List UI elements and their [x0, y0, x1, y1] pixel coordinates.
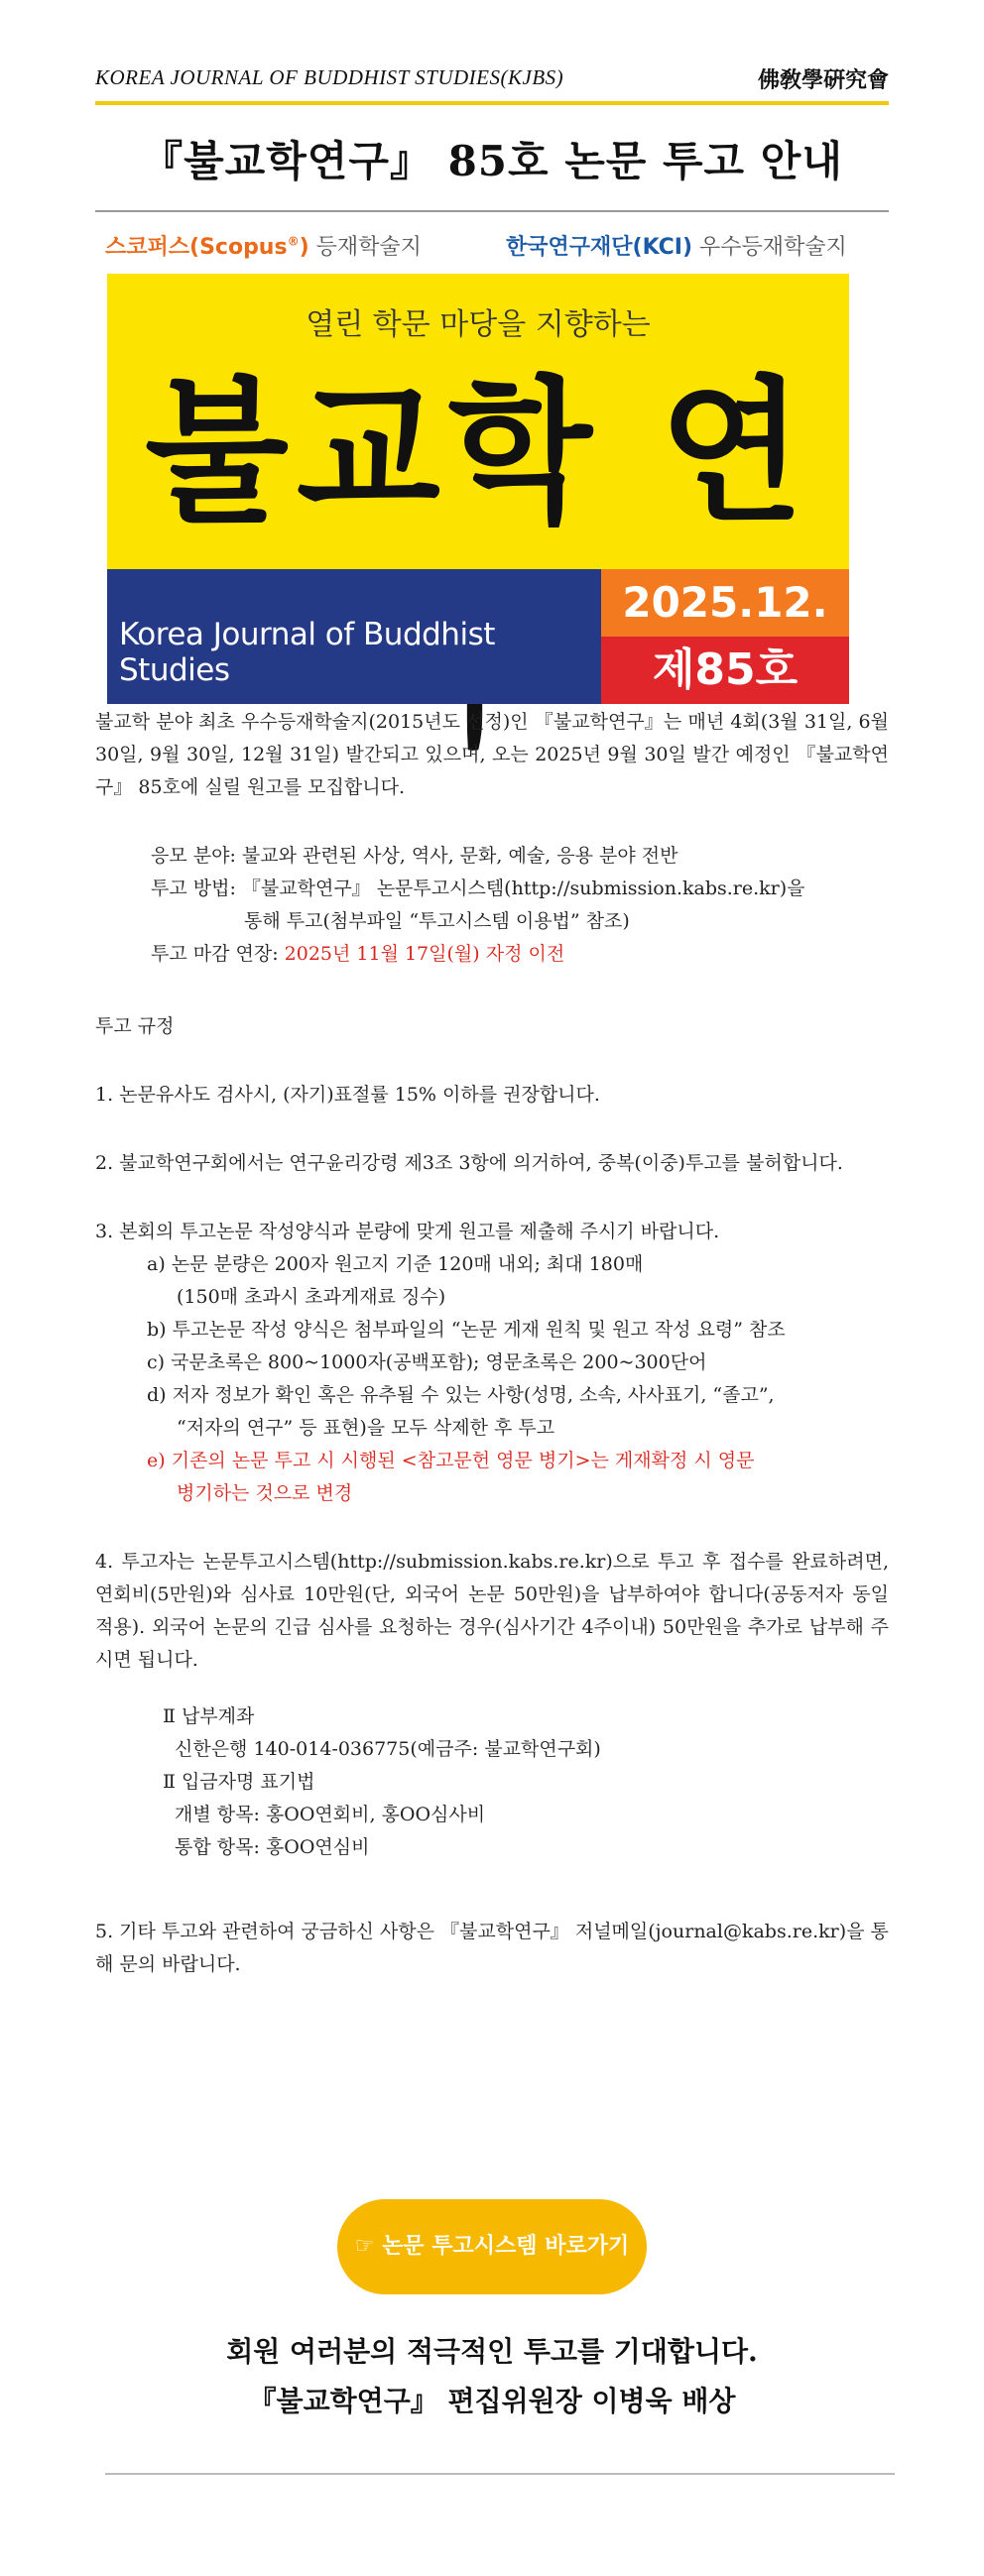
- info-method: 투고 방법: 『불교학연구』 논문투고시스템(http://submission.kabs.re.kr)을: [151, 878, 805, 899]
- payment-info: [95, 1700, 889, 1864]
- deadline-value: 2025년 11월 17일(월) 자정 이전: [284, 943, 565, 965]
- deposit-label: Ⅱ 입금자명 표기법: [163, 1771, 315, 1793]
- rule-3e: e) 기존의 논문 투고 시 시행된 <참고문헌 영문 병기>는 게재확정 시 영문: [147, 1450, 755, 1471]
- title-divider: [95, 210, 889, 212]
- cover-date: 2025.12.: [601, 569, 849, 637]
- cover-big-title: 불교학 연: [145, 360, 811, 544]
- cover-slogan: 열린 학문 마당을 지향하는: [306, 307, 651, 342]
- account-number: 신한은행 140-014-036775(예금주: 불교학연구회): [175, 1738, 601, 1760]
- cover-top-panel: [107, 274, 849, 569]
- cover-issue: 제85호: [601, 637, 849, 704]
- notice-body: [95, 706, 889, 1981]
- deposit-individual: 개별 항목: 홍OO연회비, 홍OO심사비: [175, 1804, 486, 1825]
- cover-english-title: Korea Journal of Buddhist Studies: [119, 617, 495, 688]
- rule-3d: d) 저자 정보가 확인 혹은 유추될 수 있는 사항(성명, 소속, 사사표기, “졸고”,: [147, 1384, 775, 1406]
- intro-paragraph: 불교학 분야 최초 우수등재학술지(2015년도 선정)인 『불교학연구』는 매년 4회(3월 31일, 6월 30일, 9월 30일, 12월 31일) 발간되고 있으며, 오는 2025년 9월 30일 발간 예정인 『불교학연구』 85호에 실릴 원고를 모집합니다.: [95, 711, 889, 798]
- rule-3d-cont: “저자의 연구” 등 표현)을 모두 삭제한 후 투고: [177, 1417, 555, 1439]
- cover-bottom-panel: [107, 569, 601, 704]
- kci-badge: [506, 230, 847, 261]
- account-label: Ⅱ 납부계좌: [163, 1705, 255, 1727]
- society-name: 佛敎學硏究會: [757, 67, 889, 93]
- journal-name: KOREA JOURNAL OF BUDDHIST STUDIES(KJBS): [95, 65, 564, 89]
- rule-3a-cont: (150매 초과시 초과게재료 징수): [177, 1286, 446, 1308]
- closing-message: 회원 여러분의 적극적인 투고를 기대합니다.: [226, 2335, 758, 2368]
- scopus-sup: ®: [287, 234, 300, 249]
- submission-system-button[interactable]: ☞ 논문 투고시스템 바로가기: [337, 2199, 647, 2294]
- info-field: 응모 분야: 불교와 관련된 사상, 역사, 문화, 예술, 응용 분야 전반: [151, 845, 678, 867]
- scopus-badge: [105, 230, 422, 261]
- rule-2: 2. 불교학연구회에서는 연구윤리강령 제3조 3항에 의거하여, 중복(이중)투고를 불허합니다.: [95, 1152, 843, 1174]
- rule-4: 4. 투고자는 논문투고시스템(http://submission.kabs.re.kr)으로 투고 후 접수를 완료하려면, 연회비(5만원)와 심사료 10만원(단, 외국어 논문 50만원)을 납부하여야 합니다(공동저자 동일 적용). 외국어 논문의 긴급 심사를 요청하는 경우(심사기간 4주이내) 50만원을 추가로 납부해 주시면 됩니다.: [95, 1551, 889, 1671]
- rule-3b: b) 투고논문 작성 양식은 첨부파일의 “논문 게재 원칙 및 원고 작성 요령” 참조: [147, 1319, 786, 1341]
- scopus-name: 스코퍼스(Scopus: [105, 235, 288, 260]
- rule-1: 1. 논문유사도 검사시, (자기)표절률 15% 이하를 권장합니다.: [95, 1084, 600, 1106]
- scopus-close: ): [299, 235, 309, 260]
- deposit-combined: 통합 항목: 홍OO연심비: [175, 1836, 370, 1858]
- header-divider: [95, 101, 889, 105]
- rule-5: 5. 기타 투고와 관련하여 궁금하신 사항은 『불교학연구』 저널메일(journal@kabs.re.kr)을 통해 문의 바랍니다.: [95, 1921, 889, 1975]
- rule-3e-cont: 병기하는 것으로 변경: [177, 1482, 353, 1504]
- footer-divider: [105, 2473, 895, 2475]
- kci-name: 한국연구재단(KCI): [506, 235, 693, 260]
- kci-text: 우수등재학술지: [692, 235, 847, 260]
- submission-info: [95, 840, 889, 971]
- closing-signature: 『불교학연구』 편집위원장 이병욱 배상: [248, 2385, 736, 2417]
- rule-3: 3. 본회의 투고논문 작성양식과 분량에 맞게 원고를 제출해 주시기 바랍니다.: [95, 1221, 720, 1242]
- deadline-label: 투고 마감 연장:: [151, 943, 285, 965]
- journal-cover: [107, 274, 849, 704]
- rule-3a: a) 논문 분량은 200자 원고지 기준 120매 내외; 최대 180매: [147, 1253, 644, 1275]
- info-method-cont: 통해 투고(첨부파일 “투고시스템 이용법” 참조): [244, 910, 630, 932]
- page-title: 『불교학연구』 85호 논문 투고 안내: [141, 137, 843, 185]
- info-deadline: [95, 938, 889, 971]
- rule-3c: c) 국문초록은 800~1000자(공백포함); 영문초록은 200~300단어: [147, 1351, 707, 1373]
- rules-title: 투고 규정: [95, 1015, 175, 1037]
- scopus-text: 등재학술지: [308, 235, 422, 260]
